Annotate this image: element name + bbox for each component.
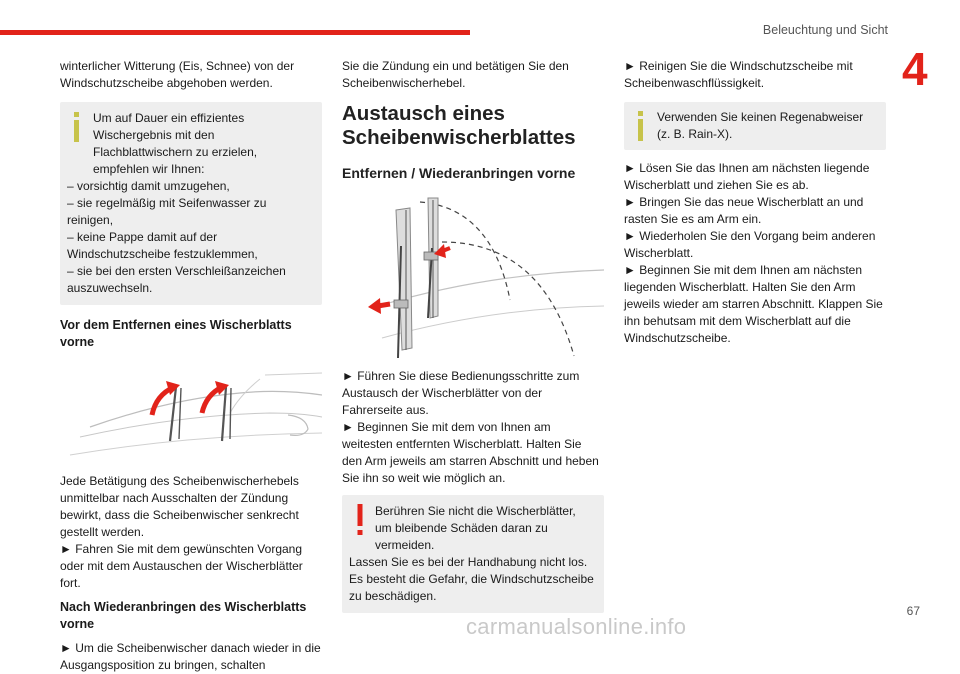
page-header-title: Beleuchtung und Sicht — [762, 23, 888, 37]
col2-intro: Sie die Zündung ein und betätigen Sie den Scheibenwischerhebel. — [342, 59, 569, 90]
warning-box-line: Es besteht die Gefahr, die Windschutzscheibe zu beschädigen. — [349, 572, 594, 603]
section-subtitle: Entfernen / Wiederanbringen vorne — [342, 165, 576, 181]
col2-para1: ► Führen Sie diese Bedienungsschritte zum Austausch der Wischerblätter von der Fahrerseite aus. — [342, 369, 580, 417]
column-3 — [624, 58, 886, 347]
col3-step: ► Wiederholen Sie den Vorgang beim anderen Wischerblatt. — [624, 229, 876, 260]
col1-para2: ► Fahren Sie mit dem gewünschten Vorgang oder mit dem Austauschen der Wischerblätter fort. — [60, 542, 303, 590]
col3-step: ► Bringen Sie das neue Wischerblatt an und rasten Sie es am Arm ein. — [624, 195, 864, 226]
info-box-line: – keine Pappe damit auf der Windschutzscheibe festzuklemmen, — [67, 230, 258, 261]
col3-step: ► Beginnen Sie mit dem Ihnen am nächsten liegenden Wischerblatt. Halten Sie den Arm jeweils wieder am starren Abschnitt. Klappen Sie ihn behutsam mit dem Wischerblatt auf die Windschutzscheibe. — [624, 263, 883, 345]
info-box-line: – vorsichtig damit umzugehen, — [67, 179, 230, 193]
warning-icon — [353, 502, 367, 538]
col3-step: ► Lösen Sie das Ihnen am nächsten liegende Wischerblatt und ziehen Sie es ab. — [624, 161, 870, 192]
warning-box-line: Lassen Sie es bei der Handhabung nicht los. — [349, 555, 588, 569]
info-box-line: – sie regelmäßig mit Seifenwasser zu reinigen, — [67, 196, 267, 227]
info-box-line: Verwenden Sie keinen Regenabweiser (z. B. Rain-X). — [657, 110, 864, 141]
column-2 — [342, 58, 604, 613]
info-box — [624, 102, 886, 150]
info-icon — [633, 109, 649, 143]
column-1 — [60, 58, 322, 674]
section-heading-refit: Nach Wiederanbringen des Wischerblatts vorne — [60, 600, 307, 631]
info-box — [60, 102, 322, 305]
wiper-blade-removal-illustration — [342, 188, 604, 358]
info-box-line: Um auf Dauer ein effizientes Wischergebnis mit den Flachblattwischern zu erzielen, empfehlen wir Ihnen: — [93, 111, 258, 176]
section-title: Austausch eines Scheibenwischerblattes — [342, 102, 576, 149]
chapter-number: 4 — [902, 43, 928, 95]
header-accent-bar — [0, 30, 470, 35]
warning-box-line: Berühren Sie nicht die Wischerblätter, um bleibende Schäden daran zu vermeiden. — [375, 504, 576, 552]
warning-box — [342, 495, 604, 613]
watermark-text: carmanualsonline.info — [466, 614, 687, 639]
info-icon — [69, 110, 85, 144]
info-box-line: – sie bei den ersten Verschleißanzeichen auszuwechseln. — [67, 264, 286, 295]
col1-para3: ► Um die Scheibenwischer danach wieder in die Ausgangsposition zu bringen, schalten — [60, 641, 321, 672]
section-heading-remove: Vor dem Entfernen eines Wischerblatts vorne — [60, 318, 292, 349]
page-number: 67 — [906, 604, 920, 618]
wiper-raised-illustration — [60, 355, 322, 467]
col2-para2: ► Beginnen Sie mit dem von Ihnen am weitesten entfernten Wischerblatt. Halten Sie den Arm jeweils am starren Abschnitt und heben Sie ihn so weit wie möglich an. — [342, 420, 599, 485]
col1-intro: winterlicher Witterung (Eis, Schnee) von der Windschutzscheibe abgehoben werden. — [60, 59, 295, 90]
col3-para1: ► Reinigen Sie die Windschutzscheibe mit Scheibenwaschflüssigkeit. — [624, 59, 853, 90]
col1-para1: Jede Betätigung des Scheibenwischerhebels unmittelbar nach Ausschalten der Zündung bewirkt, dass die Scheibenwischer senkrecht gestellt werden. — [60, 474, 299, 539]
